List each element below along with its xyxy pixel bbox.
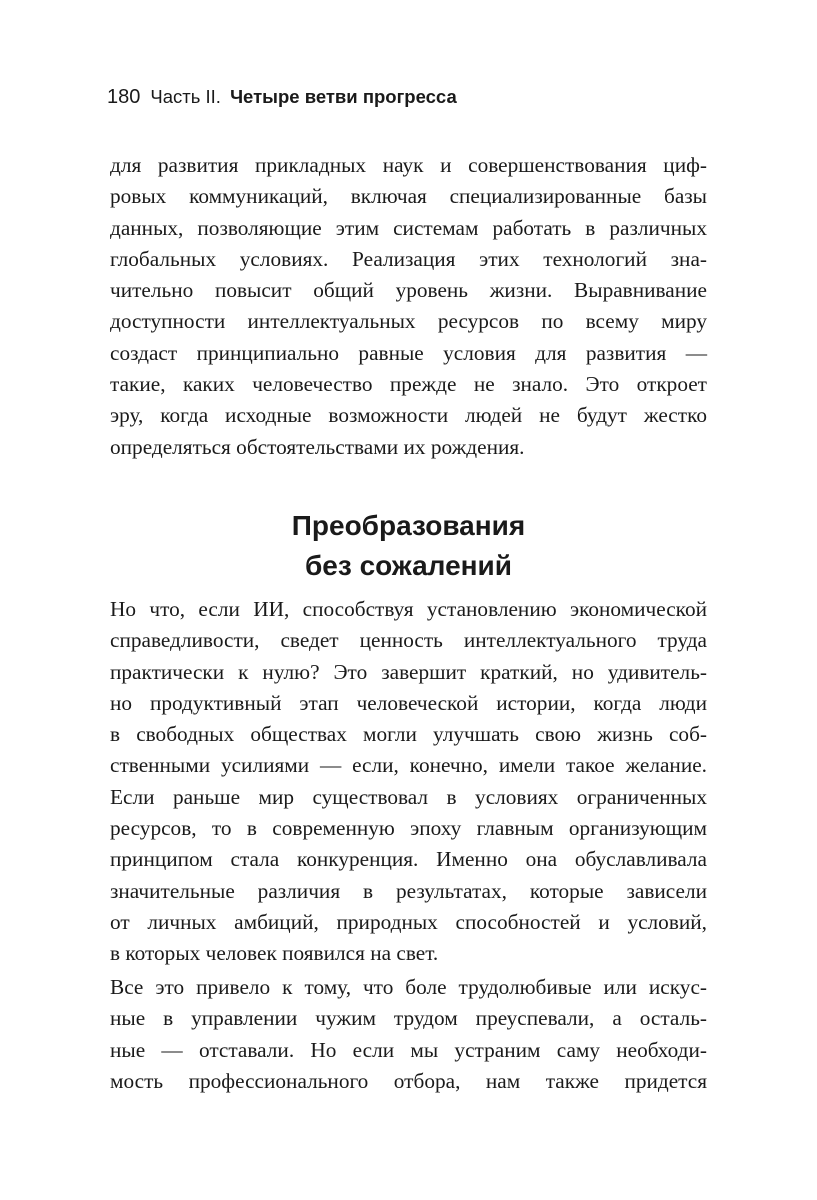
text-line: от личных амбиций, природных способностей и условий,	[110, 909, 707, 934]
text-line: чительно повысит общий уровень жизни. Выравнивание	[110, 278, 707, 303]
text-line: практически к нулю? Это завершит краткий, но удивитель-	[110, 659, 707, 684]
text-line: глобальных условиях. Реализация этих технологий зна-	[110, 246, 707, 271]
text-line: для развития прикладных наук и совершенствования циф-	[110, 153, 707, 177]
text-line: Но что, если ИИ, способствуя установлению экономической	[110, 597, 707, 621]
text-line: ные в управлении чужим трудом преуспевали, а осталь-	[110, 1006, 707, 1031]
text-line: ровых коммуникаций, включая специализированные базы	[110, 184, 707, 209]
text-line: справедливости, сведет ценность интеллектуального труда	[110, 628, 707, 653]
text-line: в которых человек появился на свет.	[110, 941, 439, 966]
part-label: Часть II.	[150, 86, 221, 107]
running-header	[107, 86, 457, 109]
text-line: определяться обстоятельствами их рождения.	[110, 434, 525, 459]
text-line: эру, когда исходные возможности людей не будут жестко	[110, 403, 707, 428]
text-line: доступности интеллектуальных ресурсов по всему миру	[110, 309, 707, 334]
text-line: в свободных обществах могли улучшать свою жизнь соб-	[110, 722, 707, 747]
section-heading-line-2: без сожалений	[305, 550, 512, 581]
page-number: 180	[107, 86, 141, 108]
text-line: но продуктивный этап человеческой истории, когда люди	[110, 690, 707, 715]
section-heading-line-1: Преобразования	[291, 510, 526, 541]
text-line: ственными усилиями — если, конечно, имели такое желание.	[110, 753, 707, 778]
section-heading	[110, 506, 707, 586]
text-line: такие, каких человечество прежде не знало. Это откроет	[110, 372, 707, 397]
text-line: Если раньше мир существовал в условиях ограниченных	[110, 784, 707, 809]
paragraph-2	[110, 594, 707, 970]
text-line: ные — отставали. Но если мы устраним саму необходи-	[110, 1037, 707, 1062]
text-line: мость профессионального отбора, нам также придется	[110, 1068, 707, 1093]
text-line: значительные различия в результатах, которые зависели	[110, 878, 707, 903]
text-line: данных, позволяющие этим системам работать в различных	[110, 215, 707, 240]
chapter-title: Четыре ветви прогресса	[230, 86, 457, 107]
text-line: Все это привело к тому, что боле трудолюбивые или искус-	[110, 975, 707, 999]
text-line: создаст принципиально равные условия для развития —	[110, 340, 707, 365]
text-line: ресурсов, то в современную эпоху главным организующим	[110, 816, 707, 841]
text-line: принципом стала конкуренция. Именно она обуславливала	[110, 847, 707, 872]
paragraph-1	[110, 150, 707, 463]
paragraph-3	[110, 972, 707, 1097]
